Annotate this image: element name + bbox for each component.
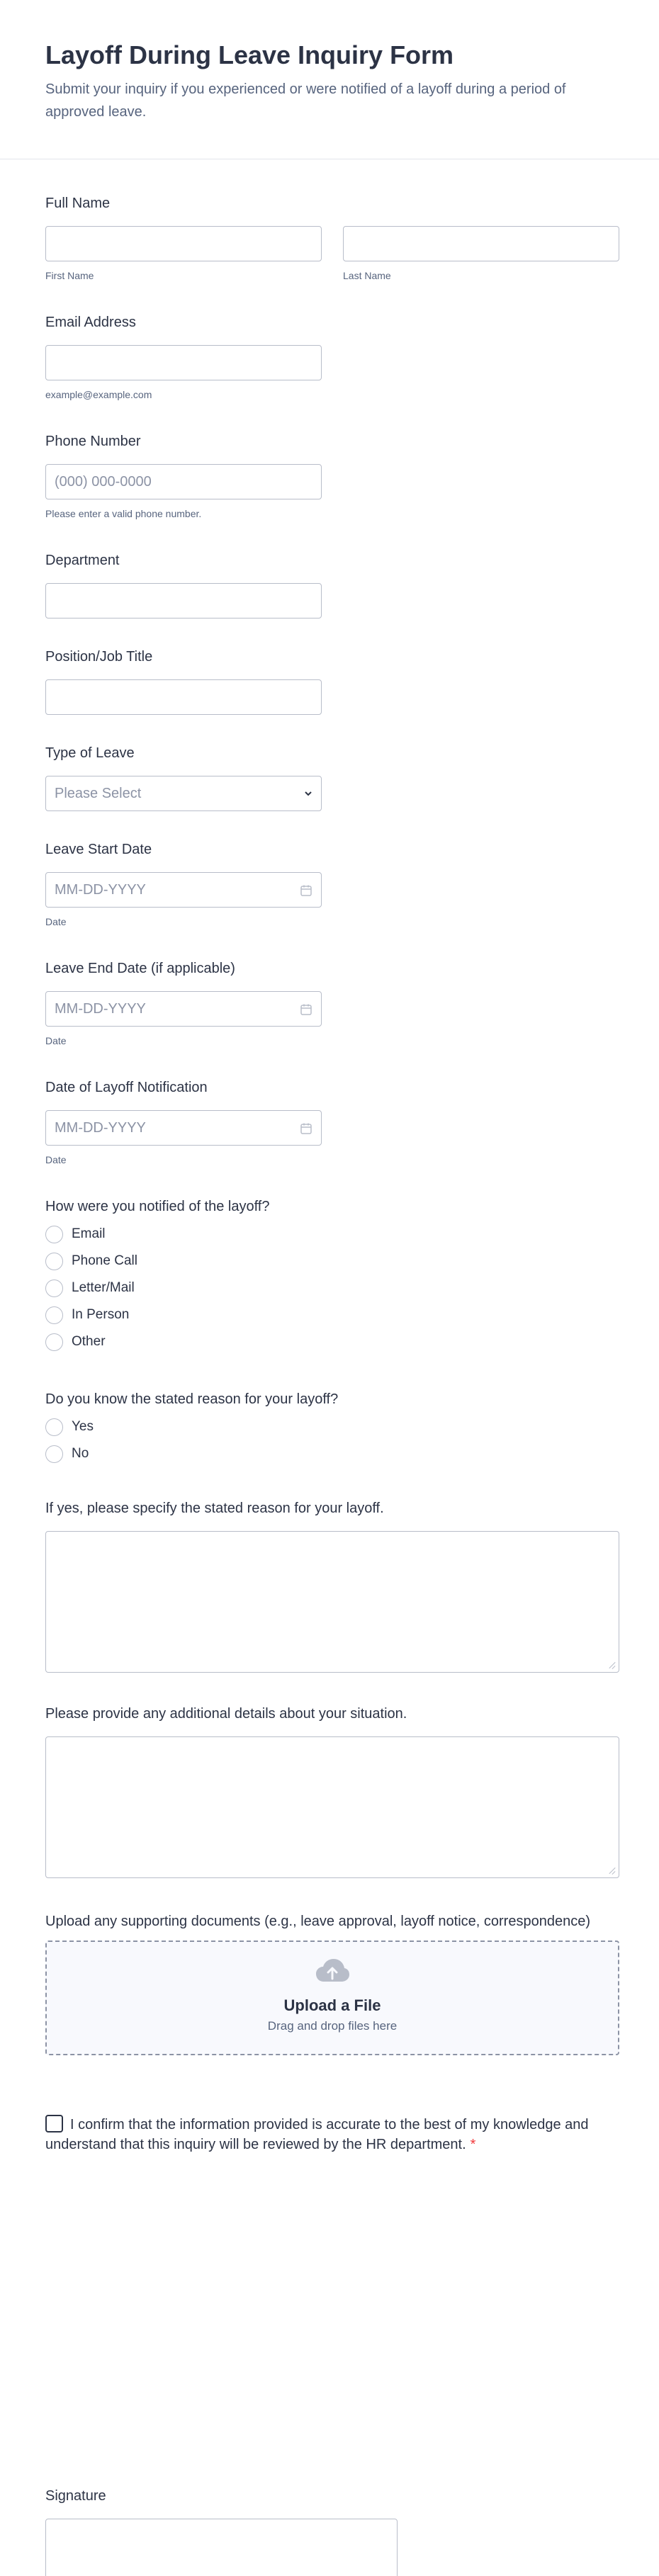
radio-option-label: In Person bbox=[72, 1307, 130, 1322]
radio-button[interactable] bbox=[45, 1279, 63, 1297]
leave-end-input[interactable] bbox=[45, 991, 322, 1027]
calendar-icon[interactable] bbox=[300, 1122, 312, 1135]
form-header bbox=[0, 0, 659, 159]
radio-button[interactable] bbox=[45, 1253, 63, 1270]
position-label: Position/Job Title bbox=[45, 649, 153, 665]
position-input[interactable] bbox=[45, 679, 322, 715]
leave-type-select[interactable] bbox=[45, 776, 322, 811]
last-name-input[interactable] bbox=[343, 226, 619, 261]
signature-pad[interactable] bbox=[45, 2519, 398, 2576]
phone-input[interactable]: (000) 000-0000 bbox=[45, 464, 322, 499]
leave-start-label: Leave Start Date bbox=[45, 842, 152, 857]
email-label: Email Address bbox=[45, 315, 136, 330]
leave-start-field bbox=[45, 840, 322, 927]
layoff-notice-date-placeholder: MM-DD-YYYY bbox=[55, 1120, 146, 1136]
signature-field bbox=[45, 2486, 400, 2576]
radio-option-label: No bbox=[72, 1446, 89, 1461]
signature-label: Signature bbox=[45, 2488, 106, 2504]
leave-end-field bbox=[45, 959, 322, 1046]
layoff-notice-date-input[interactable] bbox=[45, 1110, 322, 1146]
calendar-icon[interactable] bbox=[300, 1003, 312, 1016]
form-subtitle: Submit your inquiry if you experienced or were notified of a layoff during a period of approved leave. bbox=[45, 81, 566, 120]
upload-title: Upload a File bbox=[283, 1996, 381, 2014]
leave-end-label: Leave End Date (if applicable) bbox=[45, 961, 235, 976]
know-reason-field bbox=[45, 1389, 619, 1467]
full-name-label: Full Name bbox=[45, 196, 111, 211]
notified-how-options bbox=[45, 1221, 619, 1355]
leave-type-selected: Please Select bbox=[55, 786, 142, 801]
radio-option[interactable] bbox=[45, 1221, 619, 1248]
radio-button[interactable] bbox=[45, 1333, 63, 1351]
upload-field bbox=[45, 1912, 619, 2055]
upload-subtitle: Drag and drop files here bbox=[267, 2019, 398, 2033]
chevron-down-icon bbox=[304, 789, 312, 798]
department-label: Department bbox=[45, 553, 120, 568]
details-text-field bbox=[45, 1704, 619, 1878]
radio-option-label: Letter/Mail bbox=[72, 1280, 135, 1295]
radio-button[interactable] bbox=[45, 1226, 63, 1243]
radio-option-label: Other bbox=[72, 1334, 106, 1349]
radio-option-label: Email bbox=[72, 1226, 106, 1241]
layoff-notice-date-label: Date of Layoff Notification bbox=[45, 1080, 208, 1095]
details-textarea[interactable] bbox=[45, 1736, 619, 1878]
radio-option[interactable] bbox=[45, 1301, 619, 1328]
radio-button[interactable] bbox=[45, 1445, 63, 1463]
resize-handle-icon[interactable] bbox=[609, 1868, 616, 1875]
upload-dropzone[interactable] bbox=[45, 1941, 619, 2055]
leave-end-placeholder: MM-DD-YYYY bbox=[55, 1001, 146, 1017]
leave-type-field bbox=[45, 743, 322, 811]
radio-option-label: Yes bbox=[72, 1419, 94, 1434]
leave-start-input[interactable] bbox=[45, 872, 322, 908]
radio-option[interactable] bbox=[45, 1413, 619, 1440]
required-mark: * bbox=[470, 2137, 476, 2152]
email-sublabel: example@example.com bbox=[45, 389, 152, 400]
radio-option[interactable] bbox=[45, 1328, 619, 1355]
department-field bbox=[45, 550, 322, 618]
consent-text: I confirm that the information provided is accurate to the best of my knowledge and understand that this inquiry will be reviewed by the HR department. bbox=[45, 2117, 589, 2152]
radio-option[interactable] bbox=[45, 1440, 619, 1467]
radio-option[interactable] bbox=[45, 1275, 619, 1301]
form-title: Layoff During Leave Inquiry Form bbox=[45, 40, 454, 69]
position-field bbox=[45, 647, 322, 715]
reason-textarea[interactable] bbox=[45, 1531, 619, 1673]
consent-field bbox=[45, 2115, 591, 2154]
phone-label: Phone Number bbox=[45, 434, 141, 449]
notified-how-label: How were you notified of the layoff? bbox=[45, 1199, 270, 1214]
leave-start-placeholder: MM-DD-YYYY bbox=[55, 882, 146, 898]
resize-handle-icon[interactable] bbox=[609, 1662, 616, 1669]
consent-checkbox[interactable] bbox=[45, 2115, 63, 2132]
last-name-sublabel: Last Name bbox=[343, 270, 391, 281]
phone-sublabel: Please enter a valid phone number. bbox=[45, 508, 202, 519]
radio-option[interactable] bbox=[45, 1248, 619, 1275]
leave-start-sublabel: Date bbox=[45, 916, 67, 927]
phone-field bbox=[45, 431, 322, 519]
layoff-notice-date-field bbox=[45, 1078, 322, 1165]
upload-label: Upload any supporting documents (e.g., leave approval, layoff notice, correspondence) bbox=[45, 1914, 590, 1929]
first-name-input[interactable] bbox=[45, 226, 322, 261]
radio-button[interactable] bbox=[45, 1418, 63, 1436]
calendar-icon[interactable] bbox=[300, 884, 312, 897]
notified-how-field bbox=[45, 1197, 619, 1355]
form-body bbox=[0, 159, 659, 2576]
radio-button[interactable] bbox=[45, 1306, 63, 1324]
first-name-sublabel: First Name bbox=[45, 270, 94, 281]
details-text-label: Please provide any additional details about your situation. bbox=[45, 1706, 407, 1722]
know-reason-label: Do you know the stated reason for your layoff? bbox=[45, 1391, 339, 1407]
reason-text-field bbox=[45, 1498, 619, 1673]
radio-option-label: Phone Call bbox=[72, 1253, 137, 1268]
department-input[interactable] bbox=[45, 583, 322, 618]
reason-text-label: If yes, please specify the stated reason for your layoff. bbox=[45, 1501, 384, 1516]
email-field bbox=[45, 312, 322, 400]
leave-end-sublabel: Date bbox=[45, 1035, 67, 1046]
cloud-upload-icon bbox=[315, 1958, 350, 1986]
consent-row[interactable] bbox=[45, 2115, 591, 2154]
full-name-field bbox=[45, 193, 619, 281]
email-input[interactable] bbox=[45, 345, 322, 380]
know-reason-options bbox=[45, 1413, 619, 1467]
leave-type-label: Type of Leave bbox=[45, 745, 135, 761]
layoff-notice-date-sublabel: Date bbox=[45, 1154, 67, 1165]
